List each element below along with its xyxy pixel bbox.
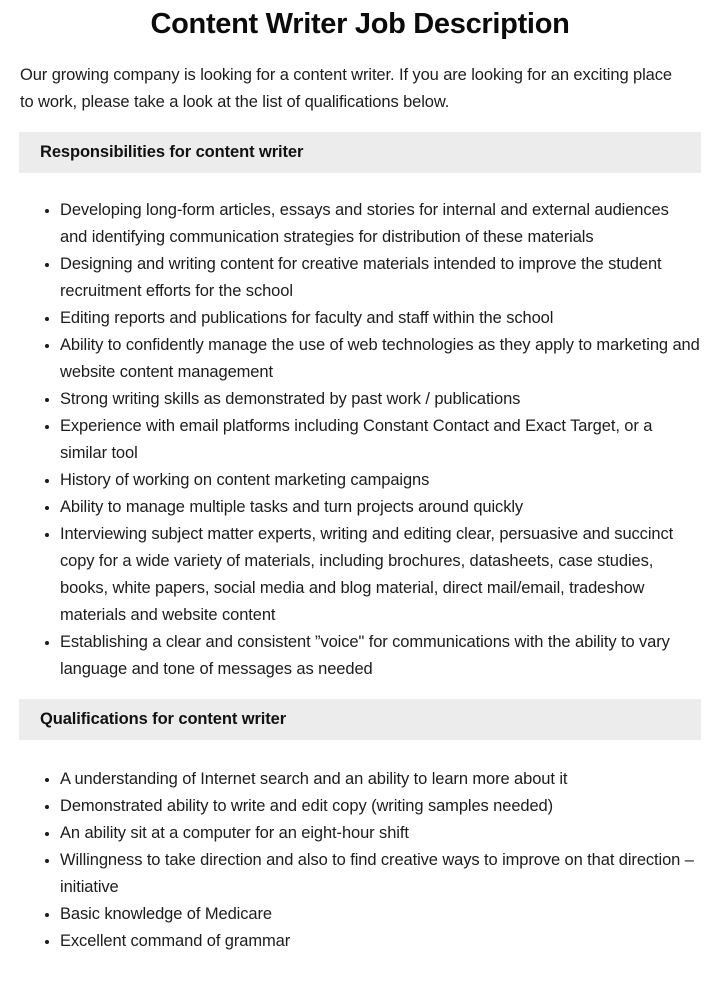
list-item: • A understanding of Internet search and an ability to learn more about it [60, 766, 700, 793]
list-item: • Designing and writing content for creative materials intended to improve the student recruitment efforts for the school [60, 251, 700, 305]
list-item: • Strong writing skills as demonstrated by past work / publications [60, 386, 700, 413]
page-title: Content Writer Job Description [150, 8, 570, 40]
list-item: • An ability sit at a computer for an eight-hour shift [60, 820, 700, 847]
list-item: • Demonstrated ability to write and edit copy (writing samples needed) [60, 793, 700, 820]
responsibilities-list [20, 197, 700, 683]
responsibilities-section [0, 132, 720, 683]
qualifications-section [0, 699, 720, 955]
list-item: • Experience with email platforms including Constant Contact and Exact Target, or a similar tool [60, 413, 700, 467]
list-item: • Establishing a clear and consistent ”voice" for communications with the ability to vary language and tone of messages as needed [60, 629, 700, 683]
list-item: • Basic knowledge of Medicare [60, 901, 700, 928]
qualifications-heading-text: Qualifications for content writer [40, 710, 287, 728]
list-item: • Willingness to take direction and also to find creative ways to improve on that direction – initiative [60, 847, 700, 901]
list-item: • Excellent command of grammar [60, 928, 700, 955]
section-header-qualifications [19, 699, 701, 740]
section-header-responsibilities [19, 132, 701, 173]
list-item: • Ability to confidently manage the use of web technologies as they apply to marketing and website content management [60, 332, 700, 386]
qualifications-list [20, 766, 700, 955]
list-item: • Developing long-form articles, essays and stories for internal and external audiences and identifying communication strategies for distribution of these materials [60, 197, 700, 251]
intro-paragraph: Our growing company is looking for a content writer. If you are looking for an exciting place to work, please take a look at the list of qualifications below. [20, 66, 672, 111]
list-item: • History of working on content marketing campaigns [60, 467, 700, 494]
list-item: • Ability to manage multiple tasks and turn projects around quickly [60, 494, 700, 521]
list-item: • Editing reports and publications for faculty and staff within the school [60, 305, 700, 332]
list-item: • Interviewing subject matter experts, writing and editing clear, persuasive and succinct copy for a wide variety of materials, including brochures, datasheets, case studies, books, white papers, social media and blog material, direct mail/email, tradeshow materials and website content [60, 521, 700, 629]
responsibilities-heading-text: Responsibilities for content writer [40, 143, 304, 161]
